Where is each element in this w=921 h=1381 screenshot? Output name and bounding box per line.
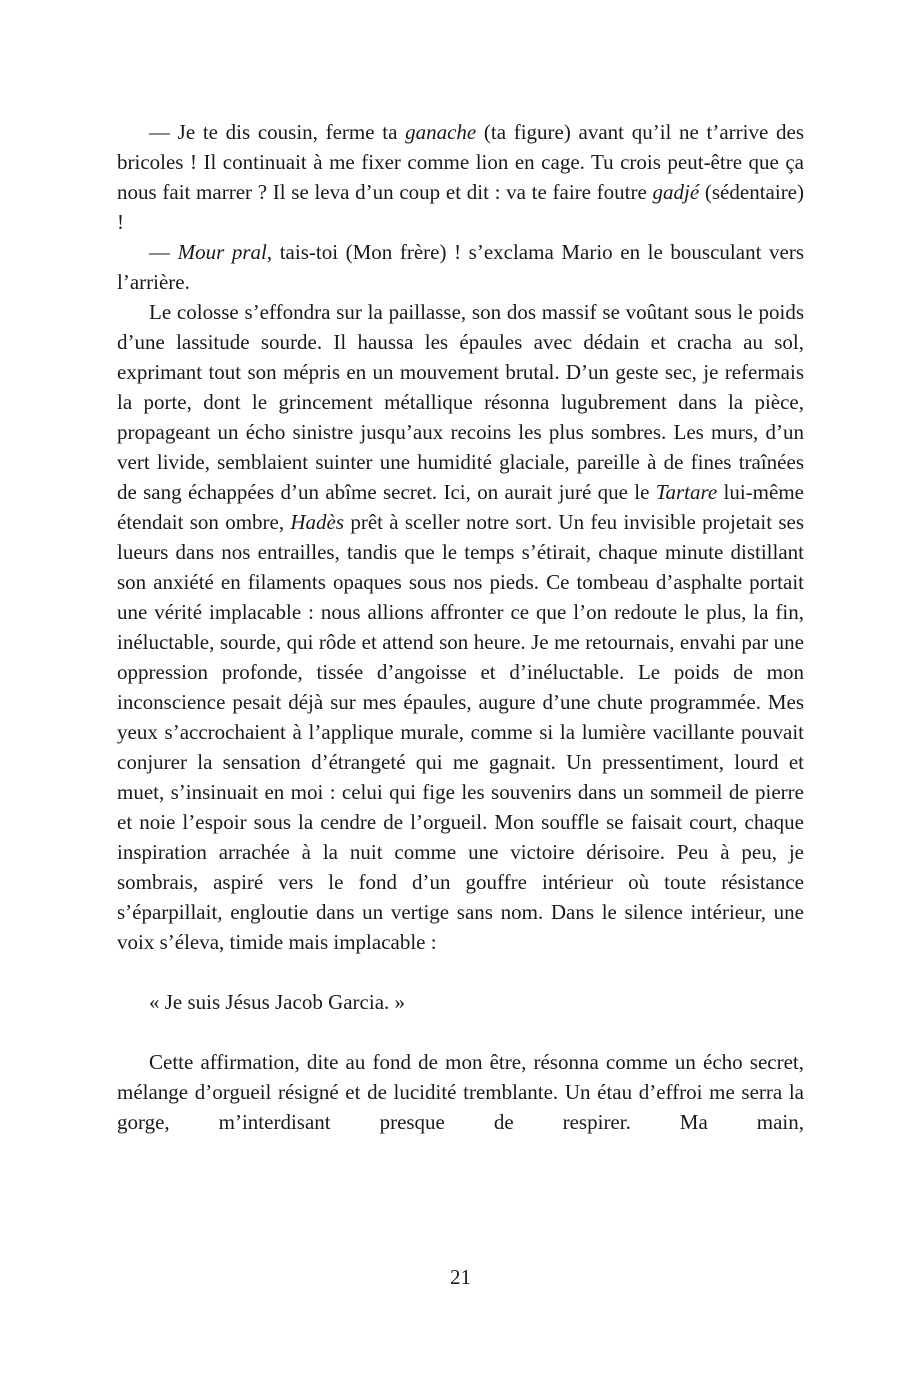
- text-run: « Je suis Jésus Jacob Garcia. »: [149, 990, 406, 1014]
- page-number: 21: [450, 1265, 471, 1289]
- text-run: prêt à sceller notre sort. Un feu invisible projetait ses lueurs dans nos entrailles, tandis que le temps s’étirait, chaque minute distillant son anxiété en filaments opaques sous nos pieds. Ce tombeau d’asphalte portait une vérité implacable : nous allions affronter ce que l’on redoute le plus, la fin, inéluctable, sourde, qui rôde et attend son heure. Je me retournais, envahi par une oppression profonde, tissée d’angoisse et d’inéluctable. Le poids de mon inconscience pesait déjà sur mes épaules, augure d’une chute programmée. Mes yeux s’accrochaient à l’applique murale, comme si la lumière vacillante pouvait conjurer la sensation d’étrangeté qui me gagnait. Un pressentiment, lourd et muet, s’insinuait en moi : celui qui fige les souvenirs dans un sommeil de pierre et noie l’espoir sous la cendre de l’orgueil. Mon souffle se faisait court, chaque inspiration arrachée à la nuit comme une victoire dérisoire. Peu à peu, je sombrais, aspiré vers le fond d’un gouffre intérieur où toute résistance s’éparpillait, engloutie dans un vertige sans nom. Dans le silence intérieur, une voix s’éleva, timide mais implacable :: [117, 510, 804, 954]
- paragraph-continuation: [117, 1047, 804, 1137]
- paragraph-quote: [117, 987, 804, 1017]
- paragraph-narrative: [117, 297, 804, 957]
- italic-term: Mour pral: [177, 240, 267, 264]
- page-body: [117, 117, 804, 1137]
- italic-term: Tartare: [655, 480, 718, 504]
- text-run: —: [149, 240, 178, 264]
- text-run: Cette affirmation, dite au fond de mon être, résonna comme un écho secret, mélange d’orgueil résigné et de lucidité tremblante. Un étau d’effroi me serra la gorge, m’interdisant presque de respirer. Ma main,: [117, 1050, 804, 1134]
- text-run: — Je te dis cousin, ferme ta: [149, 120, 406, 144]
- text-run: , tais-toi (Mon frère) ! s’exclama Mario en le bousculant vers l’arrière.: [117, 240, 804, 294]
- italic-term: Hadès: [290, 510, 345, 534]
- italic-term: ganache: [405, 120, 477, 144]
- text-run: lui-même étendait son ombre,: [117, 480, 804, 534]
- paragraph-dialogue-1: [117, 117, 804, 237]
- text-run: (ta figure) avant qu’il ne t’arrive des bricoles ! Il continuait à me fixer comme lion en cage. Tu crois peut-être que ça nous fait marrer ? Il se leva d’un coup et dit : va te faire foutre: [117, 120, 804, 204]
- text-run: (sédentaire) !: [117, 180, 804, 234]
- paragraph-dialogue-2: [117, 237, 804, 297]
- text-run: Le colosse s’effondra sur la paillasse, son dos massif se voûtant sous le poids d’une lassitude sourde. Il haussa les épaules avec dédain et cracha au sol, exprimant tout son mépris en un mouvement brutal. D’un geste sec, je refermais la porte, dont le grincement métallique résonna lugubrement dans la pièce, propageant un écho sinistre jusqu’aux recoins les plus sombres. Les murs, d’un vert livide, semblaient suinter une humidité glaciale, pareille à de fines traînées de sang échappées d’un abîme secret. Ici, on aurait juré que le: [117, 300, 804, 504]
- italic-term: gadjé: [652, 180, 700, 204]
